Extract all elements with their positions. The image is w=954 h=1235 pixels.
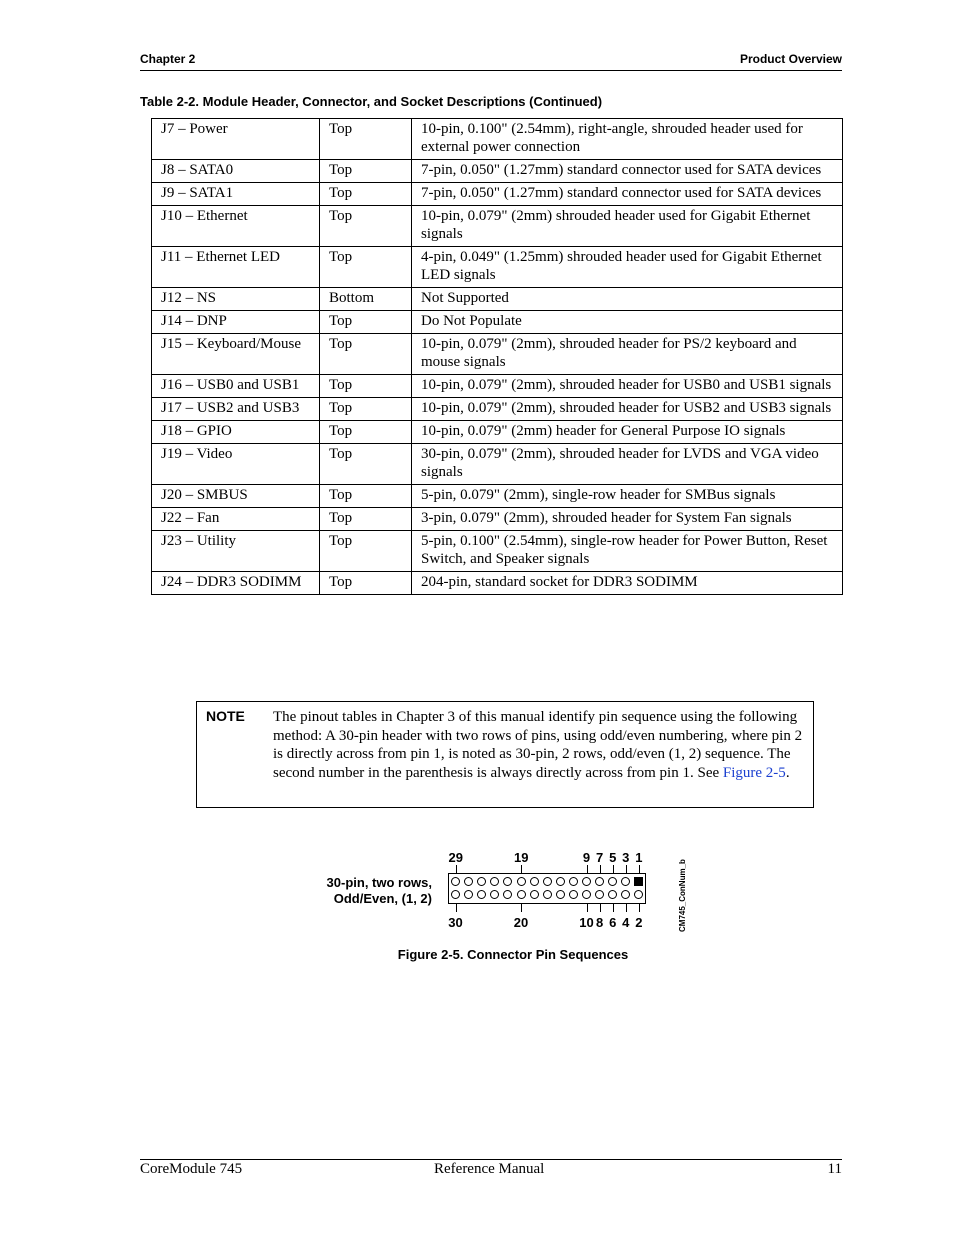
note-end: .	[785, 764, 790, 781]
bottom-pin-label: 20	[513, 915, 529, 930]
top-pin-tick	[521, 865, 522, 873]
note-label: NOTE	[206, 708, 245, 724]
pin-circle	[451, 877, 460, 886]
table-row	[152, 206, 843, 247]
connector-id-cell: J19 – Video	[152, 444, 320, 485]
connector-header-drawing	[448, 873, 646, 904]
bottom-pin-tick	[587, 904, 588, 912]
pin-circle	[556, 890, 565, 899]
table-row	[152, 421, 843, 444]
top-pin-label: 29	[448, 850, 463, 865]
pin-circle	[490, 890, 499, 899]
connector-id-cell: J15 – Keyboard/Mouse	[152, 334, 320, 375]
top-pin-label: 3	[622, 850, 630, 865]
connector-table	[151, 118, 843, 595]
note-box	[196, 701, 814, 808]
location-cell: Top	[320, 119, 412, 160]
connector-id-cell: J11 – Ethernet LED	[152, 247, 320, 288]
pin-circle	[517, 877, 526, 886]
top-pin-label: 19	[514, 850, 529, 865]
pin-sequence-label-line2: Odd/Even, (1, 2)	[333, 891, 432, 906]
top-pin-tick	[456, 865, 457, 873]
table-row	[152, 288, 843, 311]
top-pin-label: 9	[582, 850, 591, 865]
top-pin-label: 7	[595, 850, 604, 865]
table-row	[152, 334, 843, 375]
pin-circle	[490, 877, 499, 886]
connector-id-cell: J22 – Fan	[152, 508, 320, 531]
description-cell: Do Not Populate	[412, 311, 843, 334]
note-body: The pinout tables in Chapter 3 of this manual identify pin sequence using the following method: A 30-pin header with two rows of pins, using odd/even numbering, where pin 2 is directly across from pin 1, is noted as 30-pin, 2 rows, odd/even (1, 2) sequence. The second number in the parenthesis is always directly across from pin 1. See	[273, 709, 803, 781]
location-cell: Bottom	[320, 288, 412, 311]
table-row	[152, 398, 843, 421]
location-cell: Top	[320, 183, 412, 206]
location-cell: Top	[320, 421, 412, 444]
pin-circle	[517, 890, 526, 899]
description-cell: 10-pin, 0.079" (2mm) shrouded header used for Gigabit Ethernet signals	[412, 206, 843, 247]
connector-id-cell: J14 – DNP	[152, 311, 320, 334]
table-row	[152, 311, 843, 334]
bottom-pin-tick	[639, 904, 640, 912]
top-pin-tick	[613, 865, 614, 873]
description-cell: 3-pin, 0.079" (2mm), shrouded header for System Fan signals	[412, 508, 843, 531]
pin-circle	[595, 877, 604, 886]
table-row	[152, 247, 843, 288]
location-cell: Top	[320, 160, 412, 183]
pin-circle	[451, 890, 460, 899]
bottom-pin-tick	[613, 904, 614, 912]
bottom-pin-label: 10	[579, 915, 594, 930]
pin-circle	[569, 890, 578, 899]
pin-circle	[582, 877, 591, 886]
connector-figure	[300, 840, 720, 940]
table-row	[152, 119, 843, 160]
connector-id-cell: J9 – SATA1	[152, 183, 320, 206]
bottom-pin-tick	[456, 904, 457, 912]
pin-circle	[634, 890, 643, 899]
pin-circle	[503, 877, 512, 886]
pin-circle	[608, 890, 617, 899]
figure-caption: Figure 2-5. Connector Pin Sequences	[397, 947, 629, 962]
description-cell: 7-pin, 0.050" (1.27mm) standard connector used for SATA devices	[412, 160, 843, 183]
top-pin-label: 5	[609, 850, 617, 865]
connector-id-cell: J23 – Utility	[152, 531, 320, 572]
connector-id-cell: J8 – SATA0	[152, 160, 320, 183]
pin-sequence-label-line1: 30-pin, two rows,	[326, 875, 432, 890]
description-cell: 10-pin, 0.079" (2mm), shrouded header for USB0 and USB1 signals	[412, 375, 843, 398]
pin-circle	[543, 890, 552, 899]
top-pin-tick	[626, 865, 627, 873]
description-cell: 30-pin, 0.079" (2mm), shrouded header for LVDS and VGA video signals	[412, 444, 843, 485]
pin-circle	[621, 877, 630, 886]
location-cell: Top	[320, 375, 412, 398]
location-cell: Top	[320, 531, 412, 572]
location-cell: Top	[320, 311, 412, 334]
pin-circle	[608, 877, 617, 886]
connector-id-cell: J10 – Ethernet	[152, 206, 320, 247]
pin-circle	[530, 890, 539, 899]
top-pin-label: 1	[635, 850, 643, 865]
chapter-label: Chapter 2	[140, 52, 196, 66]
description-cell: 7-pin, 0.050" (1.27mm) standard connector used for SATA devices	[412, 183, 843, 206]
table-row	[152, 508, 843, 531]
pin-circle	[477, 877, 486, 886]
pin-1-square	[634, 877, 643, 886]
note-text	[273, 708, 805, 782]
connector-id-cell: J12 – NS	[152, 288, 320, 311]
bottom-pin-label: 8	[595, 915, 604, 930]
bottom-pin-label: 4	[622, 915, 630, 930]
description-cell: 10-pin, 0.079" (2mm), shrouded header for USB2 and USB3 signals	[412, 398, 843, 421]
connector-id-cell: J16 – USB0 and USB1	[152, 375, 320, 398]
connector-id-cell: J17 – USB2 and USB3	[152, 398, 320, 421]
location-cell: Top	[320, 206, 412, 247]
page-header	[140, 52, 842, 71]
description-cell: 10-pin, 0.079" (2mm), shrouded header for PS/2 keyboard and mouse signals	[412, 334, 843, 375]
document-title: Reference Manual	[434, 1161, 545, 1177]
top-pin-tick	[587, 865, 588, 873]
table-row	[152, 183, 843, 206]
pin-circle	[569, 877, 578, 886]
bottom-pin-tick	[626, 904, 627, 912]
bottom-pin-label: 30	[448, 915, 463, 930]
location-cell: Top	[320, 247, 412, 288]
connector-id-cell: J24 – DDR3 SODIMM	[152, 572, 320, 595]
table-row	[152, 375, 843, 398]
pin-circle	[477, 890, 486, 899]
location-cell: Top	[320, 444, 412, 485]
page-number: 11	[827, 1161, 842, 1177]
pin-circle	[543, 877, 552, 886]
description-cell: 4-pin, 0.049" (1.25mm) shrouded header used for Gigabit Ethernet LED signals	[412, 247, 843, 288]
connector-id-cell: J20 – SMBUS	[152, 485, 320, 508]
top-pin-tick	[600, 865, 601, 873]
table-caption: Table 2-2. Module Header, Connector, and Socket Descriptions (Continued)	[140, 94, 603, 109]
pin-circle	[595, 890, 604, 899]
description-cell: Not Supported	[412, 288, 843, 311]
location-cell: Top	[320, 398, 412, 421]
pin-circle	[503, 890, 512, 899]
section-title: Product Overview	[739, 52, 842, 66]
connector-id-cell: J18 – GPIO	[152, 421, 320, 444]
description-cell: 5-pin, 0.079" (2mm), single-row header for SMBus signals	[412, 485, 843, 508]
table-row	[152, 485, 843, 508]
bottom-pin-label: 6	[609, 915, 617, 930]
pin-circle	[464, 877, 473, 886]
pin-circle	[582, 890, 591, 899]
product-name: CoreModule 745	[140, 1161, 243, 1177]
figure-link[interactable]: Figure 2-5	[722, 764, 786, 781]
connector-id-cell: J7 – Power	[152, 119, 320, 160]
table-row	[152, 444, 843, 485]
pin-circle	[556, 877, 565, 886]
table-row	[152, 531, 843, 572]
pin-circle	[530, 877, 539, 886]
bottom-pin-label: 2	[635, 915, 643, 930]
description-cell: 204-pin, standard socket for DDR3 SODIMM	[412, 572, 843, 595]
table-row	[152, 160, 843, 183]
drawing-code: CM745_ConNum_b	[678, 859, 687, 932]
pin-circle	[464, 890, 473, 899]
page-footer	[140, 1159, 842, 1180]
table-row	[152, 572, 843, 595]
location-cell: Top	[320, 572, 412, 595]
location-cell: Top	[320, 485, 412, 508]
location-cell: Top	[320, 334, 412, 375]
pin-circle	[621, 890, 630, 899]
connector-table-body	[152, 119, 843, 595]
location-cell: Top	[320, 508, 412, 531]
description-cell: 10-pin, 0.079" (2mm) header for General Purpose IO signals	[412, 421, 843, 444]
bottom-pin-tick	[521, 904, 522, 912]
pin-sequence-label	[300, 875, 432, 907]
top-pin-tick	[639, 865, 640, 873]
bottom-pin-tick	[600, 904, 601, 912]
description-cell: 5-pin, 0.100" (2.54mm), single-row header for Power Button, Reset Switch, and Speaker signals	[412, 531, 843, 572]
description-cell: 10-pin, 0.100" (2.54mm), right-angle, shrouded header used for external power connection	[412, 119, 843, 160]
